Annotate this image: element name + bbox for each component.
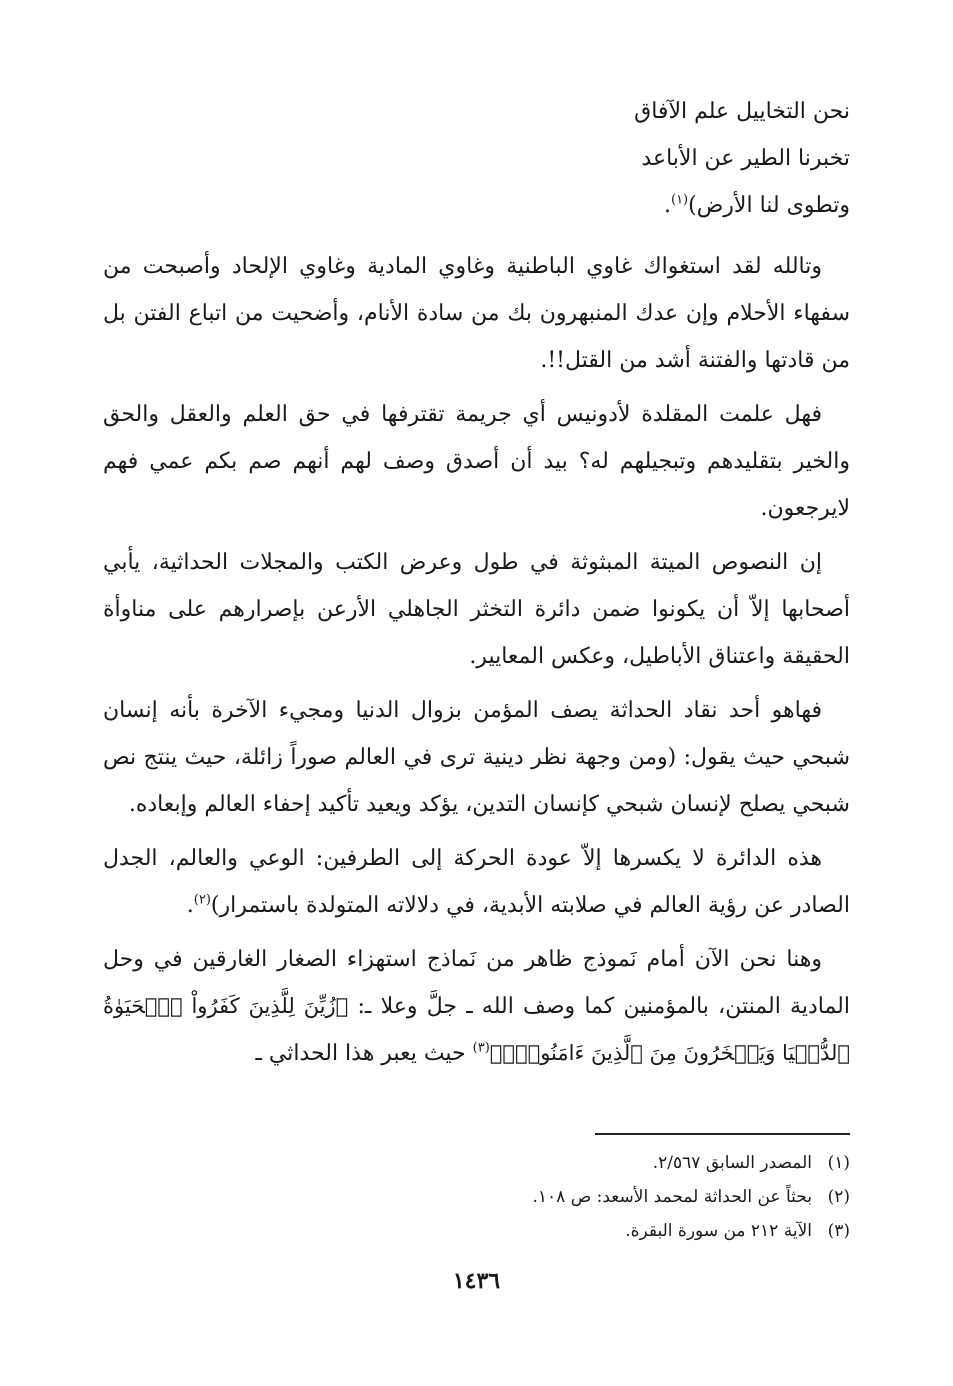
verse-line-3-end: . (663, 193, 671, 218)
footnote-1 (150, 1146, 850, 1180)
footnote-3-text: الآية ٢١٢ من سورة البقرة. (625, 1221, 812, 1241)
paragraph-1: وتالله لقد استغواك غاوي الباطنية وغاوي المادية وغاوي الإلحاد وأصبحت من سفهاء الأحلام وإن عدك المنبهرون بك من سادة الأنام، وأضحيت من اتباع الفتن بل من قادتها والفتنة أشد من القتل!!. (103, 254, 850, 373)
paragraph-6 (103, 936, 850, 1077)
footnote-1-number: (١) (827, 1153, 850, 1173)
paragraph-5-text: هذه الدائرة لا يكسرها إلاّ عودة الحركة إلى الطرفين: الوعي والعالم، الجدل الصادر عن رؤية العالم في صلابته الأبدية، في دلالاته المتولدة باستمرار) (103, 846, 850, 918)
poem-verse (103, 88, 850, 229)
paragraph-3: إن النصوص الميتة المبثوثة في طول وعرض الكتب والمجلات الحداثية، يأبي أصحابها إلاّ أن يكونوا ضمن دائرة التخثر الجاهلي الأرعن بإصرارهم على مناوأة الحقيقة واعتناق الأباطيل، وعكس المعايير. (103, 550, 850, 669)
footnote-ref-2: (٢) (193, 892, 211, 908)
footnote-ref-3: (٣) (472, 1040, 490, 1056)
quran-quote: ﴿زُيِّنَ لِلَّذِينَ كَفَرُواْ ٱلۡحَيَوٰةُ ٱلدُّنۡيَا وَيَسۡخَرُونَ مِنَ ٱلَّذِينَ ءَامَنُواْۘ﴾ (103, 994, 850, 1065)
page-number: ١٤٣٦ (452, 1268, 501, 1294)
footnotes (150, 1146, 850, 1248)
footnote-ref-1: (١) (670, 192, 689, 208)
verse-line-2: تخبرنا الطير عن الأباعد (641, 146, 850, 171)
footnote-3-number: (٣) (827, 1221, 850, 1241)
paragraph-5-end: . (186, 893, 194, 918)
footnote-3 (150, 1214, 850, 1248)
paragraph-6-before: وهنا نحن الآن أمام نَموذج ظاهر من نَماذج استهزاء الصغار الغارقين في وحل المادية المنتن، بالمؤمنين كما وصف الله ـ جلَّ وعلا ـ: (103, 947, 850, 1019)
paragraph-4: فهاهو أحد نقاد الحداثة يصف المؤمن بزوال الدنيا ومجيء الآخرة بأنه إنسان شبحي حيث يقول: (ومن وجهة نظر دينية ترى في العالم صوراً زائلة، حيث ينتج نص شبحي يصلح لإنسان شبحي كإنسان التدين، يؤكد ويعيد تأكيد إحفاء العالم وإبعاده. (103, 698, 850, 817)
main-text (103, 88, 850, 1084)
verse-line-3-text: وتطوى لنا الأرض) (688, 193, 850, 218)
footnote-2-text: بحثاً عن الحداثة لمحمد الأسعد: ص ١٠٨. (532, 1187, 812, 1207)
paragraph-5 (103, 835, 850, 929)
paragraph-6-after: حيث يعبر هذا الحداثي ـ (255, 1041, 473, 1066)
paragraph-2: فهل علمت المقلدة لأدونيس أي جريمة تقترفها في حق العلم والعقل والحق والخير بتقليدهم وتبجيلهم له؟ بيد أن أصدق وصف لهم أنهم صم بكم عمي فهم لايرجعون. (103, 402, 850, 521)
verse-line-3 (103, 182, 850, 229)
footnote-2-number: (٢) (827, 1187, 850, 1207)
verse-line-1: نحن التخاييل علم الآفاق (634, 99, 850, 124)
footnote-1-text: المصدر السابق ٢/٥٦٧. (652, 1153, 812, 1173)
footnote-2 (150, 1180, 850, 1214)
footnote-divider (595, 1133, 850, 1135)
